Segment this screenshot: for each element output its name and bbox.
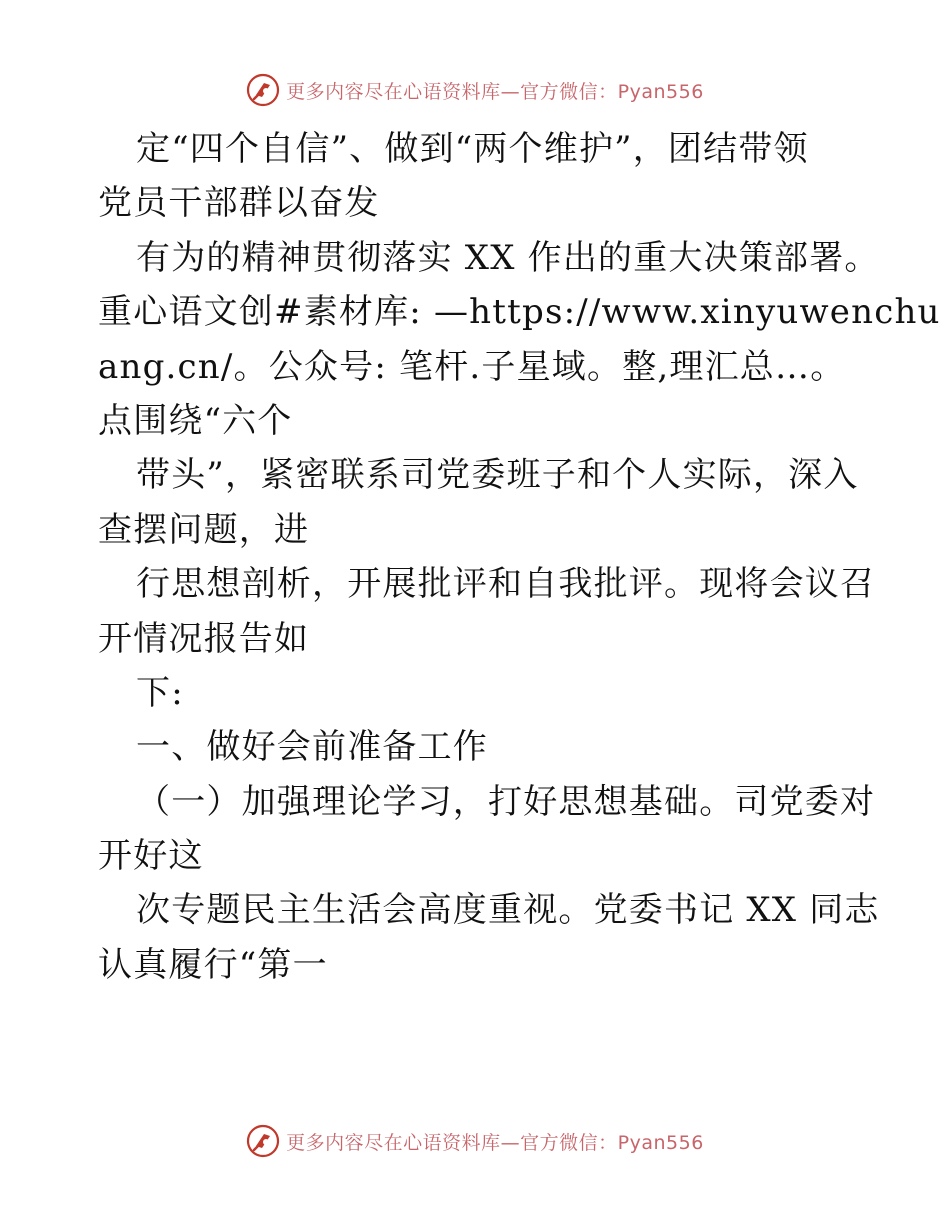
text-line: 定“四个自信”、做到“两个维护”，团结带领 (136, 129, 809, 169)
watermark-text: 更多内容尽在心语资料库—官方微信：Pyan556 (286, 80, 704, 103)
text-line: 认真履行“第一 (98, 944, 328, 985)
text-line: 查摆问题，进 (98, 509, 310, 550)
watermark-header (0, 70, 950, 110)
subsection-heading: （一）加强理论学习，打好思想基础。司党委对 (136, 781, 876, 822)
text-line: 下: (136, 672, 184, 713)
text-line: 行思想剖析，开展批评和自我批评。现将会议召 (136, 564, 876, 605)
watermark-text: 更多内容尽在心语资料库—官方微信：Pyan556 (286, 1131, 704, 1154)
text-line: 重心语文创#素材库: —https://www.xinyuwenchu (98, 292, 941, 333)
watermark-footer (0, 1121, 950, 1161)
text-line: 次专题民主生活会高度重视。党委书记 XX 同志 (136, 890, 880, 931)
fist-pen-logo-icon (246, 73, 280, 107)
text-line: 带头”，紧密联系司党委班子和个人实际，深入 (136, 455, 859, 496)
text-line: 开情况报告如 (98, 618, 310, 659)
document-body (98, 122, 941, 992)
text-line: 党员干部群以奋发 (98, 183, 380, 224)
text-line: 点围绕“六个 (98, 400, 293, 441)
text-line: 有为的精神贯彻落实 XX 作出的重大决策部署。 (136, 237, 880, 278)
fist-pen-logo-icon (246, 1124, 280, 1158)
text-line: 开好这 (98, 836, 204, 877)
text-line: ang.cn/。公众号: 笔杆.子星域。整,理汇总…。 (98, 346, 846, 387)
section-heading: 一、做好会前准备工作 (136, 727, 488, 768)
